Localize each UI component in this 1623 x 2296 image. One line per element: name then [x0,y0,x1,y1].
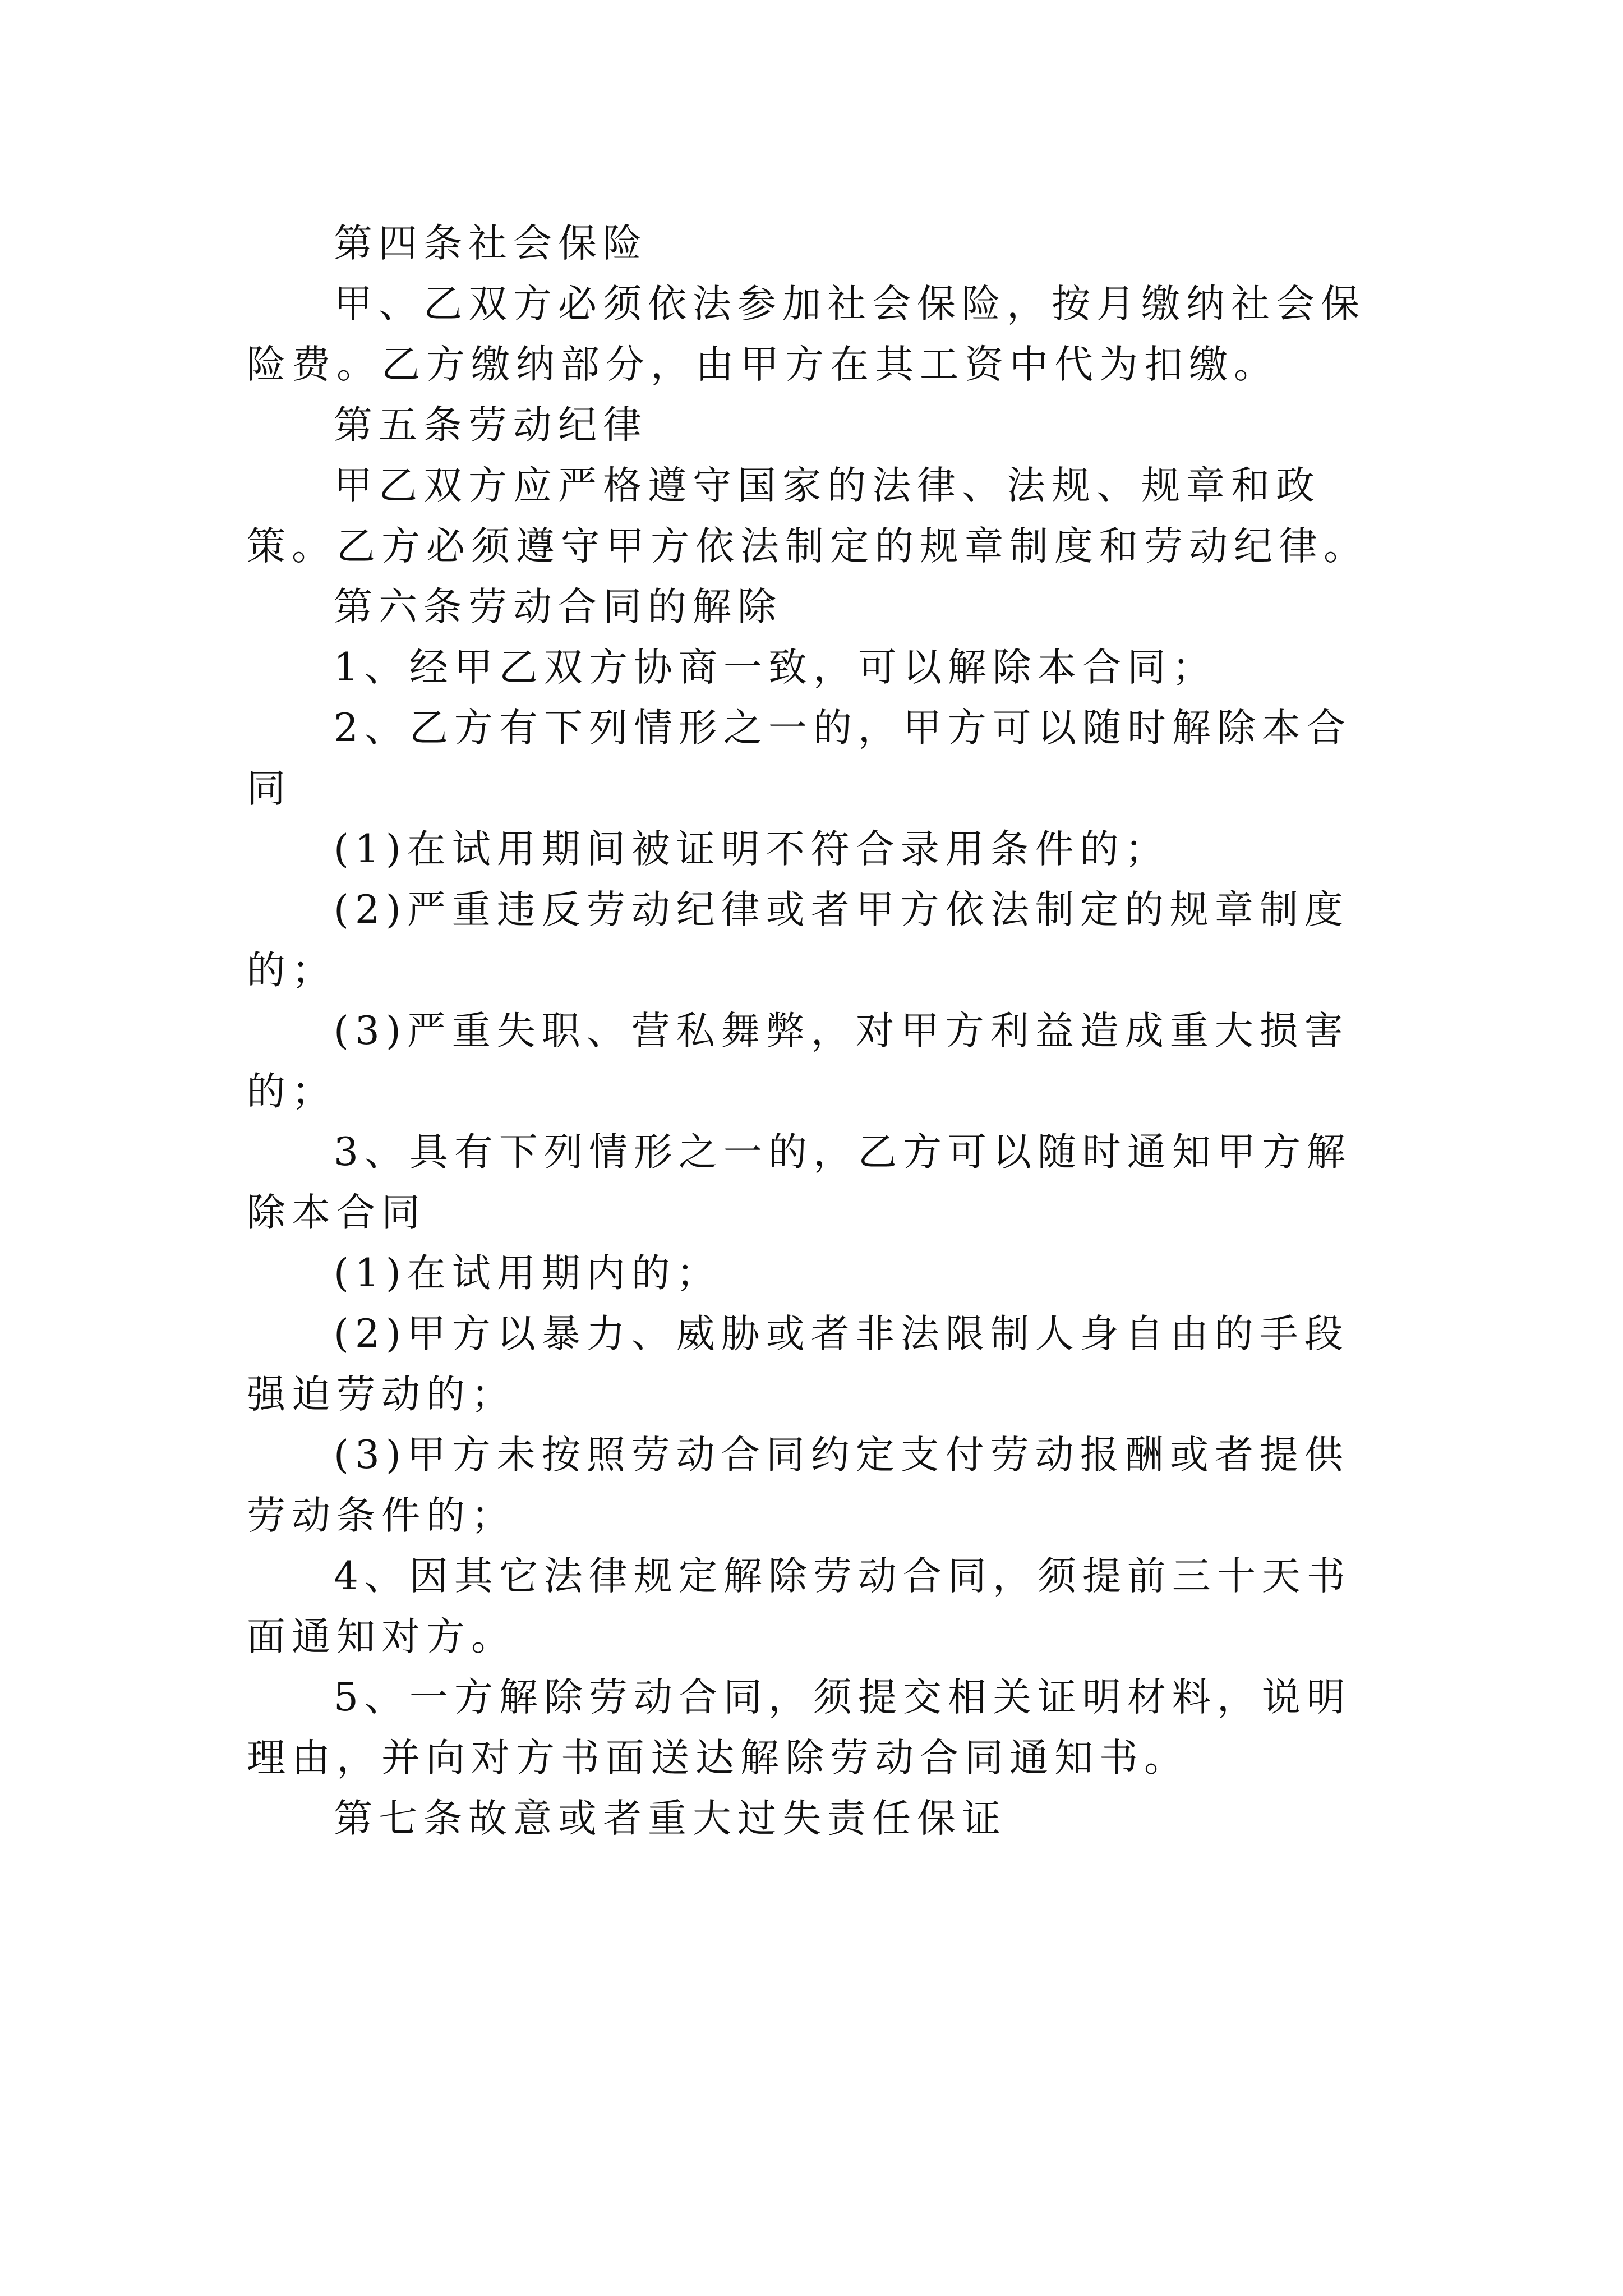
clause-item-3: 3、具有下列情形之一的，乙方可以随时通知甲方解除本合同 [247,1130,1352,1235]
clause-item-4: 4、因其它法律规定解除劳动合同，须提前三十天书面通知对方。 [247,1554,1352,1659]
section-heading-contract-termination: 第六条劳动合同的解除 [334,585,782,629]
clause-item-5: 5、一方解除劳动合同，须提交相关证明材料，说明理由，并向对方书面送达解除劳动合同通知书。 [247,1675,1352,1780]
clause-subitem-3-3: (3)甲方未按照劳动合同约定支付劳动报酬或者提供劳动条件的； [247,1433,1349,1538]
document-body [247,213,1377,1849]
section-heading-liability-guarantee: 第七条故意或者重大过失责任保证 [334,1796,1007,1841]
section-heading-labor-discipline: 第五条劳动纪律 [334,403,648,448]
clause-subitem-2-2: (2)严重违反劳动纪律或者甲方依法制定的规章制度的； [247,887,1349,993]
clause-subitem-2-3: (3)严重失职、营私舞弊，对甲方利益造成重大损害的； [247,1009,1349,1114]
clause-item-2: 2、乙方有下列情形之一的，甲方可以随时解除本合同 [247,706,1352,811]
clause-subitem-3-2: (2)甲方以暴力、威胁或者非法限制人身自由的手段强迫劳动的； [247,1312,1349,1417]
section-heading-social-insurance: 第四条社会保险 [334,221,648,266]
paragraph-labor-discipline: 甲乙双方应严格遵守国家的法律、法规、规章和政策。乙方必须遵守甲方依法制定的规章制度和劳动纪律。 [247,463,1368,569]
clause-subitem-2-1: (1)在试用期间被证明不符合录用条件的； [334,827,1170,872]
clause-item-1: 1、经甲乙双方协商一致，可以解除本合同； [334,645,1217,690]
paragraph-social-insurance: 甲、乙双方必须依法参加社会保险，按月缴纳社会保险费。乙方缴纳部分，由甲方在其工资中代为扣缴。 [247,282,1366,387]
clause-subitem-3-1: (1)在试用期内的； [334,1251,721,1296]
